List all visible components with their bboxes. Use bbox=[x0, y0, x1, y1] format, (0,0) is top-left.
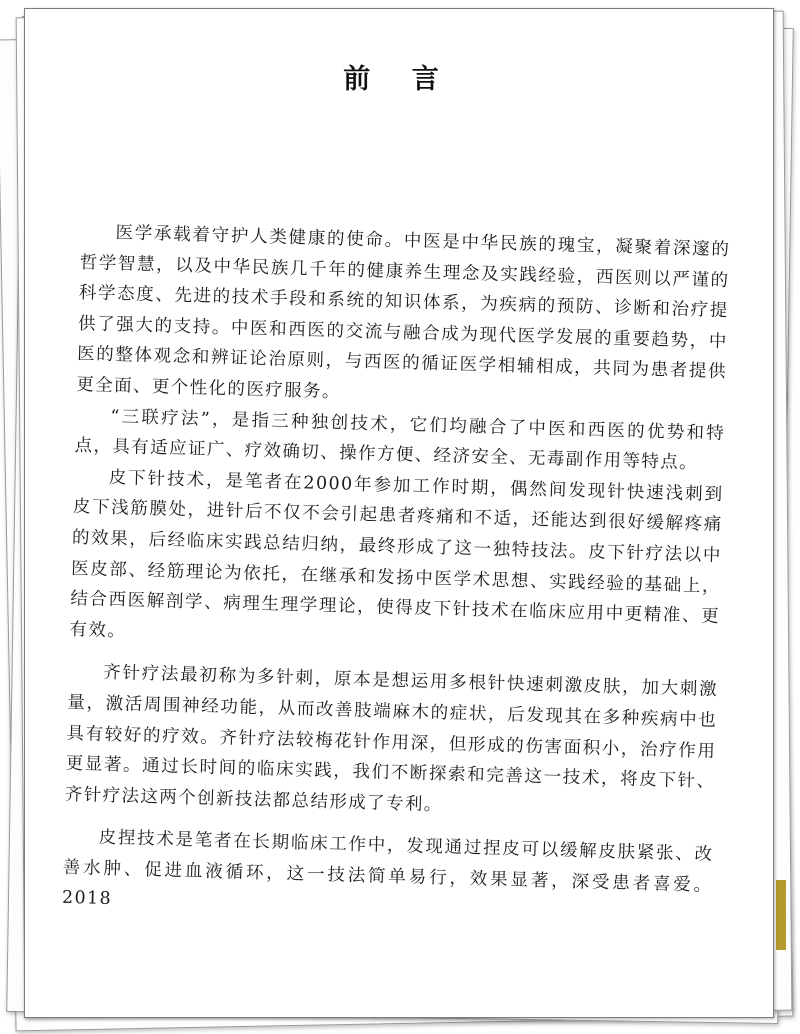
paragraph-skin-pinch: 皮捏技术是笔者在长期临床工作中，发现通过捏皮可以缓解皮肤紧张、改善水肿、促进血液循环，这一技法简单易行，效果显著，深受患者喜爱。2018 bbox=[61, 828, 714, 910]
book-edge-gold bbox=[776, 880, 786, 950]
paragraph-intro: 医学承载着守护人类健康的使命。中医是中华民族的瑰宝，凝聚着深邃的哲学智慧，以及中华民族几千年的健康养生理念及实践经验，西医则以严谨的科学态度、先进的技术手段和系统的知识体系，为疾病的预防、诊断和治疗提供了强大的支持。中医和西医的交流与融合成为现代医学发展的重要趋势，中医的整体观念和辨证论治原则，与西医的循证医学相辅相成，共同为患者提供更全面、更个性化的医疗服务。 bbox=[76, 222, 731, 403]
document-page bbox=[24, 8, 774, 1018]
page-title: 前 言 bbox=[343, 64, 455, 95]
paragraph-triple-therapy: “三联疗法”，是指三种独创技术，它们均融合了中医和西医的优势和特点，具有适应证广、疗效确切、操作方便、经济安全、无毒副作用等特点。 bbox=[74, 406, 726, 474]
paragraph-subcutaneous-needle: 皮下针技术，是笔者在2000年参加工作时期，偶然间发现针快速浅刺到皮下浅筋膜处，进针后不仅不会引起患者疼痛和不适，还能达到很好缓解疼痛的效果，后经临床实践总结归纳，最终形成了这一独特技法。皮下针疗法以中医皮部、经筋理论为依托，在继承和发扬中医学术思想、实践经验的基础上，结合西医解剖学、病理生理学理论，使得皮下针技术在临床应用中更精准、更有效。 bbox=[69, 467, 724, 642]
paragraph-qi-needle: 齐针疗法最初称为多针刺，原本是想运用多根针快速刺激皮肤，加大刺激量，激活周围神经功能，从而改善肢端麻木的症状，后发现其在多种疾病中也具有较好的疗效。齐针疗法较梅花针作用深，但形成的伤害面积小，治疗作用更显著。通过长时间的临床实践，我们不断探索和完善这一技术，将皮下针、齐针疗法这两个创新技法都总结形成了专利。 bbox=[64, 663, 719, 816]
body-text bbox=[62, 217, 731, 932]
